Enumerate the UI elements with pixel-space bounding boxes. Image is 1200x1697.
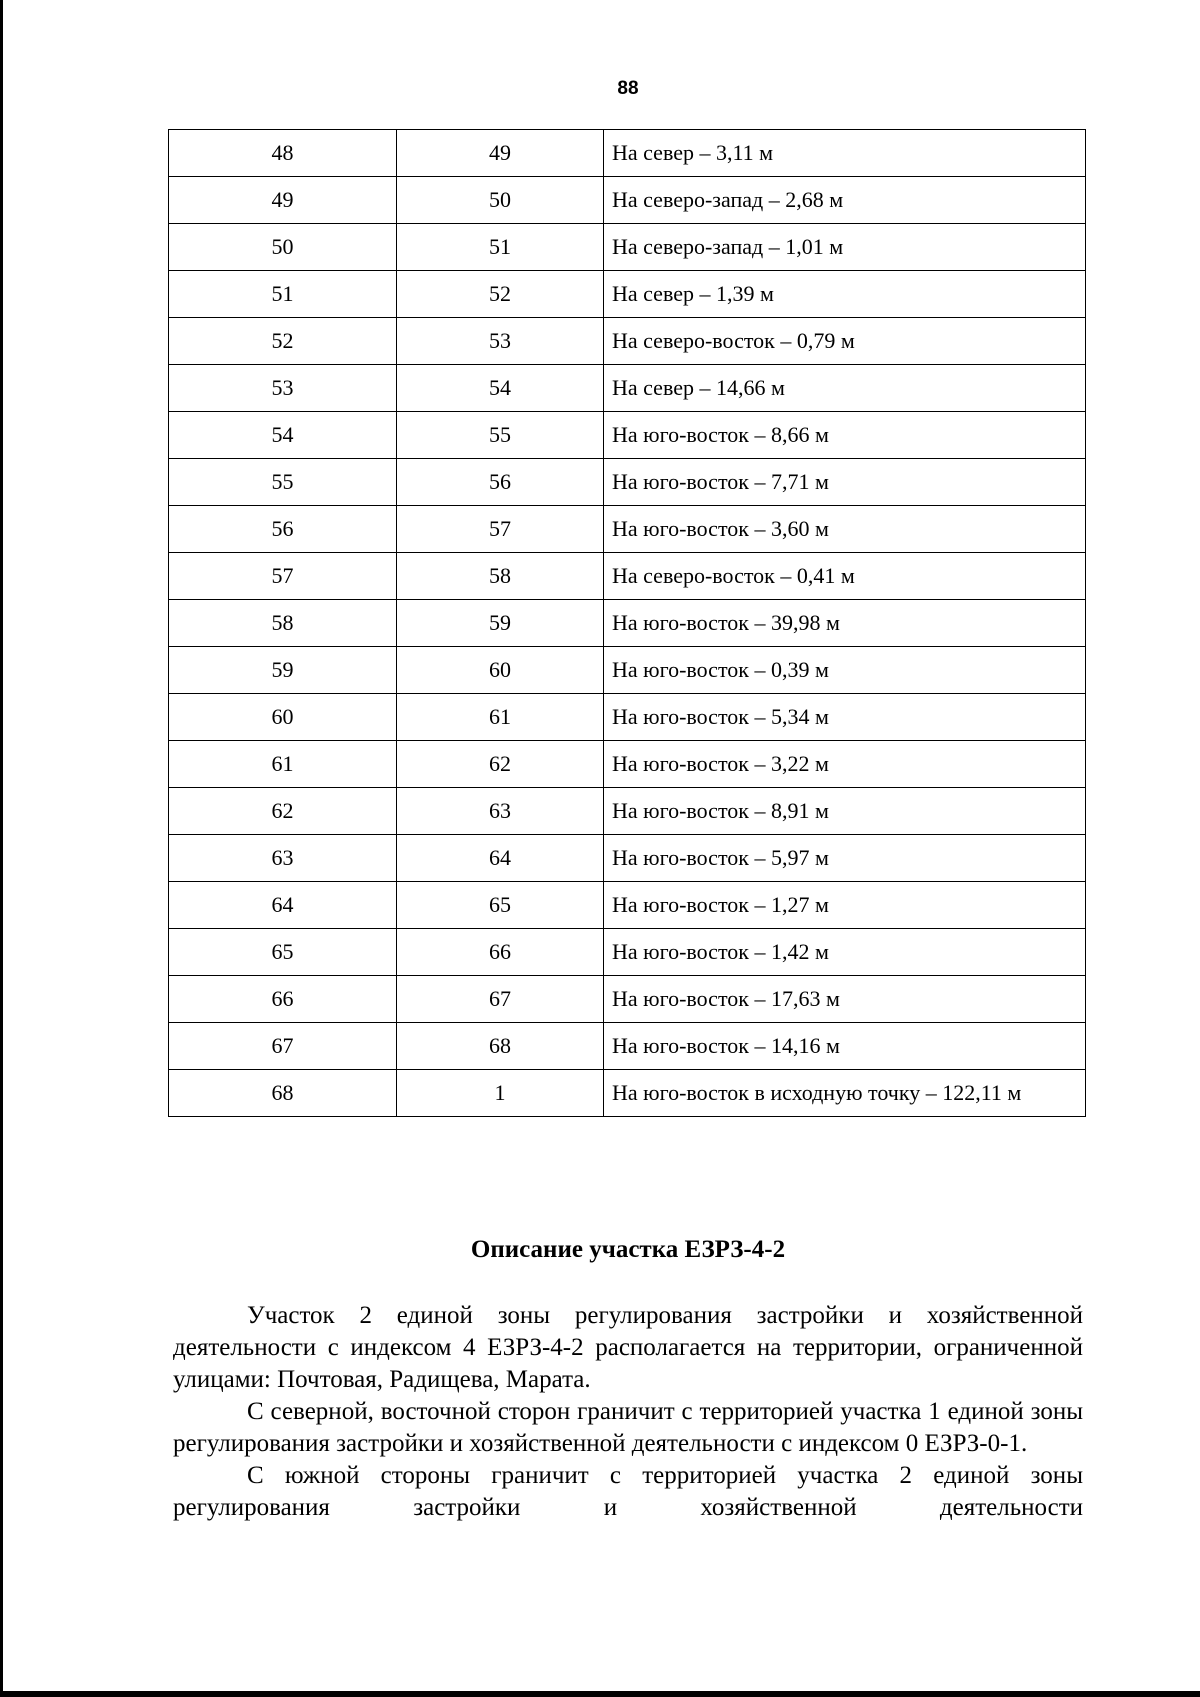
table-row xyxy=(169,271,1086,318)
table-row xyxy=(169,976,1086,1023)
direction-cell: На север – 1,39 м xyxy=(604,271,1086,318)
point-from-cell: 48 xyxy=(169,130,397,177)
point-to-cell: 59 xyxy=(397,600,604,647)
table-row xyxy=(169,130,1086,177)
point-to-cell: 50 xyxy=(397,177,604,224)
section-title: Описание участка ЕЗРЗ-4-2 xyxy=(470,1236,786,1263)
point-to-cell: 66 xyxy=(397,929,604,976)
table-row xyxy=(169,1070,1086,1117)
table-row xyxy=(169,506,1086,553)
point-from-cell: 68 xyxy=(169,1070,397,1117)
point-from-cell: 59 xyxy=(169,647,397,694)
direction-cell: На юго-восток – 3,60 м xyxy=(604,506,1086,553)
boundary-table-body xyxy=(169,130,1086,1117)
table-row xyxy=(169,647,1086,694)
point-to-cell: 52 xyxy=(397,271,604,318)
point-to-cell: 65 xyxy=(397,882,604,929)
direction-cell: На юго-восток – 5,34 м xyxy=(604,694,1086,741)
point-from-cell: 57 xyxy=(169,553,397,600)
direction-cell: На юго-восток – 14,16 м xyxy=(604,1023,1086,1070)
table-row xyxy=(169,553,1086,600)
point-to-cell: 64 xyxy=(397,835,604,882)
point-to-cell: 62 xyxy=(397,741,604,788)
table-row xyxy=(169,224,1086,271)
table-row xyxy=(169,365,1086,412)
table-row xyxy=(169,459,1086,506)
point-from-cell: 54 xyxy=(169,412,397,459)
section-body xyxy=(173,1300,1083,1524)
point-from-cell: 58 xyxy=(169,600,397,647)
point-from-cell: 51 xyxy=(169,271,397,318)
point-to-cell: 57 xyxy=(397,506,604,553)
point-to-cell: 56 xyxy=(397,459,604,506)
direction-cell: На север – 14,66 м xyxy=(604,365,1086,412)
point-to-cell: 51 xyxy=(397,224,604,271)
direction-cell: На юго-восток – 8,91 м xyxy=(604,788,1086,835)
point-from-cell: 61 xyxy=(169,741,397,788)
direction-cell: На юго-восток – 5,97 м xyxy=(604,835,1086,882)
table-row xyxy=(169,318,1086,365)
direction-cell: На северо-восток – 0,41 м xyxy=(604,553,1086,600)
table-row xyxy=(169,835,1086,882)
point-to-cell: 67 xyxy=(397,976,604,1023)
point-to-cell: 53 xyxy=(397,318,604,365)
table-row xyxy=(169,1023,1086,1070)
direction-cell: На юго-восток – 3,22 м xyxy=(604,741,1086,788)
point-to-cell: 55 xyxy=(397,412,604,459)
direction-cell: На юго-восток – 8,66 м xyxy=(604,412,1086,459)
page-number: 88 xyxy=(617,78,639,99)
direction-cell: На юго-восток – 7,71 м xyxy=(604,459,1086,506)
direction-cell: На юго-восток – 0,39 м xyxy=(604,647,1086,694)
boundary-table xyxy=(168,129,1086,1117)
point-to-cell: 60 xyxy=(397,647,604,694)
point-to-cell: 54 xyxy=(397,365,604,412)
table-row xyxy=(169,788,1086,835)
table-row xyxy=(169,412,1086,459)
point-from-cell: 49 xyxy=(169,177,397,224)
point-from-cell: 53 xyxy=(169,365,397,412)
point-to-cell: 1 xyxy=(397,1070,604,1117)
point-from-cell: 63 xyxy=(169,835,397,882)
direction-cell: На юго-восток – 39,98 м xyxy=(604,600,1086,647)
scan-border-bottom xyxy=(0,1691,1200,1697)
point-from-cell: 65 xyxy=(169,929,397,976)
direction-cell: На юго-восток – 17,63 м xyxy=(604,976,1086,1023)
point-to-cell: 49 xyxy=(397,130,604,177)
direction-cell: На север – 3,11 м xyxy=(604,130,1086,177)
paragraph: С северной, восточной сторон граничит с территорией участка 1 единой зоны регулирования застройки и хозяйственной деятельности с индексом 0 ЕЗРЗ-0-1. xyxy=(173,1398,1083,1457)
direction-cell: На северо-восток – 0,79 м xyxy=(604,318,1086,365)
table-row xyxy=(169,882,1086,929)
point-to-cell: 63 xyxy=(397,788,604,835)
table-row xyxy=(169,694,1086,741)
table-row xyxy=(169,929,1086,976)
point-from-cell: 66 xyxy=(169,976,397,1023)
point-from-cell: 55 xyxy=(169,459,397,506)
direction-cell: На юго-восток – 1,42 м xyxy=(604,929,1086,976)
point-from-cell: 62 xyxy=(169,788,397,835)
paragraph: Участок 2 единой зоны регулирования застройки и хозяйственной деятельности с индексом 4 ЕЗРЗ-4-2 располагается на территории, ограниченной улицами: Почтовая, Радищева, Марата. xyxy=(173,1302,1083,1393)
direction-cell: На северо-запад – 1,01 м xyxy=(604,224,1086,271)
point-from-cell: 56 xyxy=(169,506,397,553)
direction-cell: На северо-запад – 2,68 м xyxy=(604,177,1086,224)
direction-cell: На юго-восток – 1,27 м xyxy=(604,882,1086,929)
point-from-cell: 67 xyxy=(169,1023,397,1070)
point-to-cell: 58 xyxy=(397,553,604,600)
direction-cell: На юго-восток в исходную точку – 122,11 м xyxy=(604,1070,1086,1117)
table-row xyxy=(169,177,1086,224)
point-to-cell: 68 xyxy=(397,1023,604,1070)
table-row xyxy=(169,600,1086,647)
scan-border-left xyxy=(0,0,3,1697)
paragraph: С южной стороны граничит с территорией участка 2 единой зоны регулирования застройки и хозяйственной деятельности xyxy=(173,1462,1083,1521)
point-to-cell: 61 xyxy=(397,694,604,741)
point-from-cell: 60 xyxy=(169,694,397,741)
point-from-cell: 50 xyxy=(169,224,397,271)
point-from-cell: 52 xyxy=(169,318,397,365)
table-row xyxy=(169,741,1086,788)
point-from-cell: 64 xyxy=(169,882,397,929)
